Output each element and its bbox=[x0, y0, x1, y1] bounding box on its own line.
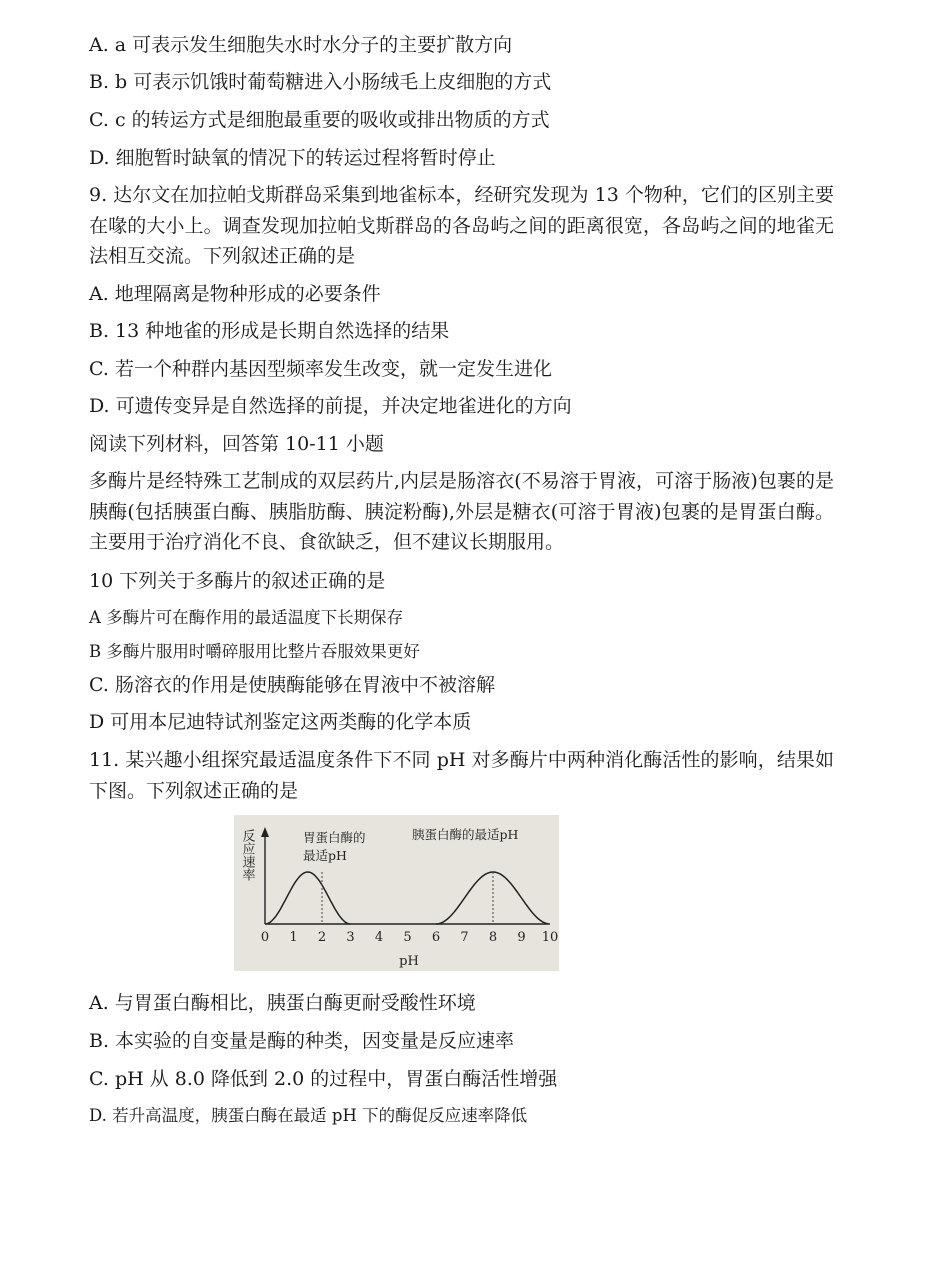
q11-option-c: C. pH 从 8.0 降低到 2.0 的过程中，胃蛋白酶活性增强 bbox=[89, 1068, 558, 1090]
pepsin-annotation-line2: 最适pH bbox=[303, 848, 347, 863]
x-tick-label: 3 bbox=[346, 930, 355, 945]
q9-option-a: A. 地理隔离是物种形成的必要条件 bbox=[89, 283, 381, 305]
q11-option-b: B. 本实验的自变量是酶的种类，因变量是反应速率 bbox=[89, 1030, 515, 1052]
x-tick-label: 8 bbox=[488, 930, 498, 945]
q9-option-c: C. 若一个种群内基因型频率发生改变，就一定发生进化 bbox=[89, 358, 552, 380]
question-9-stem: 9. 达尔文在加拉帕戈斯群岛采集到地雀标本，经研究发现为 13 个物种，它们的区别主要在喙的大小上。调查发现加拉帕戈斯群岛的各岛屿之间的距离很宽，各岛屿之间的地雀无法相互交流。下列叙述正确的是 bbox=[89, 184, 834, 267]
x-tick-label: 7 bbox=[460, 930, 469, 945]
q10-option-d: D 可用本尼迪特试剂鉴定这两类酶的化学本质 bbox=[89, 711, 472, 733]
x-tick-label: 6 bbox=[431, 930, 441, 945]
x-tick-label: 5 bbox=[403, 930, 412, 945]
y-axis-arrow bbox=[261, 827, 269, 837]
pepsin-curve bbox=[265, 872, 351, 924]
q11-option-d: D. 若升高温度，胰蛋白酶在最适 pH 下的酶促反应速率降低 bbox=[89, 1106, 528, 1125]
q11-option-a: A. 与胃蛋白酶相比，胰蛋白酶更耐受酸性环境 bbox=[89, 992, 476, 1014]
y-axis-label: 反应速率 bbox=[239, 829, 255, 881]
x-tick-label: 9 bbox=[517, 930, 526, 945]
x-tick-label: 10 bbox=[541, 930, 559, 945]
material-text: 多酶片是经特殊工艺制成的双层药片,内层是肠溶衣(不易溶于胃液，可溶于肠液)包裹的是胰酶(包括胰蛋白酶、胰脂肪酶、胰淀粉酶),外层是糖衣(可溶于胃液)包裹的是胃蛋白酶。主要用于治疗消化不良、食欲缺乏，但不建议长期服用。 bbox=[89, 470, 834, 553]
trypsin-annotation: 胰蛋白酶的最适pH bbox=[412, 827, 519, 842]
q10-option-b: B 多酶片服用时嚼碎服用比整片吞服效果更好 bbox=[89, 642, 420, 661]
x-tick-label: 0 bbox=[260, 930, 270, 945]
x-tick-label: 2 bbox=[317, 930, 327, 945]
x-axis-label: pH bbox=[399, 954, 419, 969]
option-prev-a: A. a 可表示发生细胞失水时水分子的主要扩散方向 bbox=[89, 34, 513, 56]
material-intro: 阅读下列材料，回答第 10-11 小题 bbox=[89, 433, 384, 455]
option-prev-b: B. b 可表示饥饿时葡萄糖进入小肠绒毛上皮细胞的方式 bbox=[89, 71, 552, 93]
pepsin-annotation-line1: 胃蛋白酶的 bbox=[303, 830, 366, 845]
x-tick-labels bbox=[261, 930, 558, 945]
chart-svg bbox=[234, 815, 559, 971]
x-tick-label: 1 bbox=[289, 930, 298, 945]
question-10-stem: 10 下列关于多酶片的叙述正确的是 bbox=[89, 570, 386, 592]
x-tick-label: 4 bbox=[374, 930, 384, 945]
q10-option-c: C. 肠溶衣的作用是使胰酶能够在胃液中不被溶解 bbox=[89, 674, 495, 696]
option-prev-d: D. 细胞暂时缺氧的情况下的转运过程将暂时停止 bbox=[89, 147, 496, 169]
ph-enzyme-activity-chart bbox=[234, 815, 559, 971]
q10-option-a: A 多酶片可在酶作用的最适温度下长期保存 bbox=[89, 608, 404, 627]
question-11-stem: 11. 某兴趣小组探究最适温度条件下不同 pH 对多酶片中两种消化酶活性的影响，结果如下图。下列叙述正确的是 bbox=[89, 749, 834, 802]
q9-option-b: B. 13 种地雀的形成是长期自然选择的结果 bbox=[89, 320, 450, 342]
q9-option-d: D. 可遗传变异是自然选择的前提，并决定地雀进化的方向 bbox=[89, 395, 572, 417]
option-prev-c: C. c 的转运方式是细胞最重要的吸收或排出物质的方式 bbox=[89, 109, 550, 131]
